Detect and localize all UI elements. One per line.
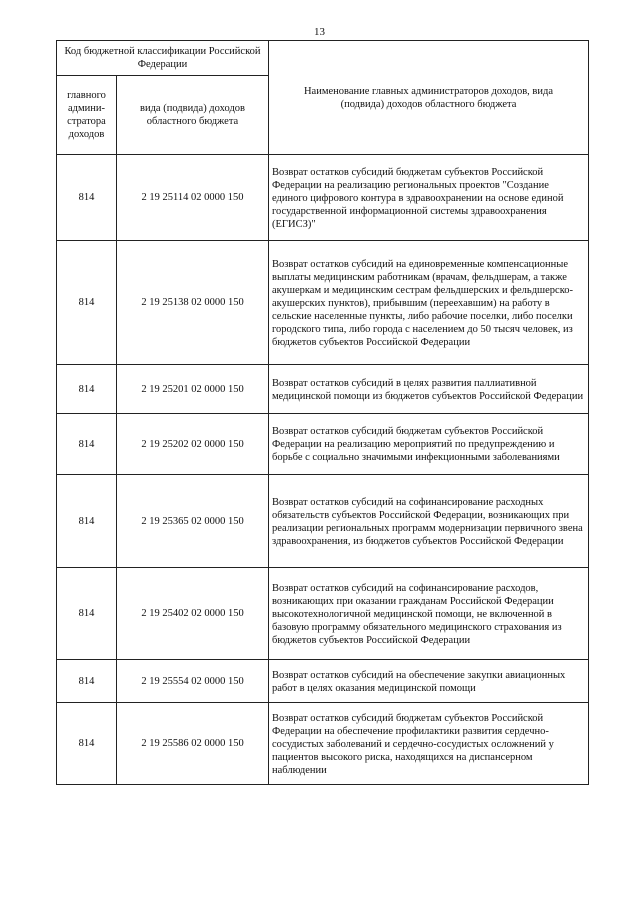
admin-code-cell: 814 (57, 660, 117, 703)
header-name-cell: Наименование главных администраторов доходов, вида (подвида) доходов областного бюджета (269, 41, 589, 155)
budget-classification-table (56, 40, 589, 785)
admin-code-cell: 814 (57, 155, 117, 241)
table-row (57, 703, 589, 785)
income-code-cell: 2 19 25138 02 0000 150 (117, 241, 269, 365)
table-row (57, 660, 589, 703)
admin-code-cell: 814 (57, 475, 117, 568)
admin-code-cell: 814 (57, 414, 117, 475)
table-row (57, 414, 589, 475)
table-row (57, 365, 589, 414)
header-code-cell: вида (подвида) доходов областного бюджета (117, 76, 269, 155)
income-name-cell: Возврат остатков субсидий в целях развития паллиативной медицинской помощи из бюджетов субъектов Российской Федерации (269, 365, 589, 414)
header-group-cell: Код бюджетной классификации Российской Федерации (57, 41, 269, 76)
income-name-cell: Возврат остатков субсидий на обеспечение закупки авиационных работ в целях оказания медицинской помощи (269, 660, 589, 703)
admin-code-cell: 814 (57, 241, 117, 365)
income-code-cell: 2 19 25586 02 0000 150 (117, 703, 269, 785)
income-code-cell: 2 19 25201 02 0000 150 (117, 365, 269, 414)
income-name-cell: Возврат остатков субсидий на единовременные компенсационные выплаты медицинским работникам (врачам, фельдшерам, а также акушеркам и медицинским сестрам фельдшерских и фельдшерско-акушерских пунктов), прибывшим (переехавшим) на работу в сельские населенные пункты, либо рабочие поселки, либо поселки городского типа, либо города с населением до 50 тысяч человек, из бюджетов субъектов Российской Федерации (269, 241, 589, 365)
header-admin-cell: главного админи-стратора доходов (57, 76, 117, 155)
income-code-cell: 2 19 25114 02 0000 150 (117, 155, 269, 241)
income-code-cell: 2 19 25554 02 0000 150 (117, 660, 269, 703)
income-name-cell: Возврат остатков субсидий на софинансирование расходных обязательств субъектов Российской Федерации, возникающих при реализации региональных программ модернизации первичного звена здравоохранения, из бюджетов субъектов Российской Федерации (269, 475, 589, 568)
table-row (57, 568, 589, 660)
income-name-cell: Возврат остатков субсидий бюджетам субъектов Российской Федерации на обеспечение профилактики развития сердечно-сосудистых заболеваний и сердечно-сосудистых осложнений у пациентов высокого риска, находящихся на диспансерном наблюдении (269, 703, 589, 785)
table-row (57, 475, 589, 568)
income-code-cell: 2 19 25365 02 0000 150 (117, 475, 269, 568)
income-code-cell: 2 19 25202 02 0000 150 (117, 414, 269, 475)
table-row (57, 241, 589, 365)
income-name-cell: Возврат остатков субсидий бюджетам субъектов Российской Федерации на реализацию мероприятий по предупреждению и борьбе с социально значимыми инфекционными заболеваниями (269, 414, 589, 475)
income-name-cell: Возврат остатков субсидий на софинансирование расходов, возникающих при оказании гражданам Российской Федерации высокотехнологичной медицинской помощи, не включенной в базовую программу обязательного медицинского страхования из бюджетов субъектов Российской Федерации (269, 568, 589, 660)
admin-code-cell: 814 (57, 568, 117, 660)
income-code-cell: 2 19 25402 02 0000 150 (117, 568, 269, 660)
admin-code-cell: 814 (57, 703, 117, 785)
admin-code-cell: 814 (57, 365, 117, 414)
table-row (57, 155, 589, 241)
income-name-cell: Возврат остатков субсидий бюджетам субъектов Российской Федерации на реализацию региональных проектов "Создание единого цифрового контура в здравоохранении на основе единой государственной информационной системы здравоохранения (ЕГИСЗ)" (269, 155, 589, 241)
page-number: 13 (314, 26, 325, 38)
